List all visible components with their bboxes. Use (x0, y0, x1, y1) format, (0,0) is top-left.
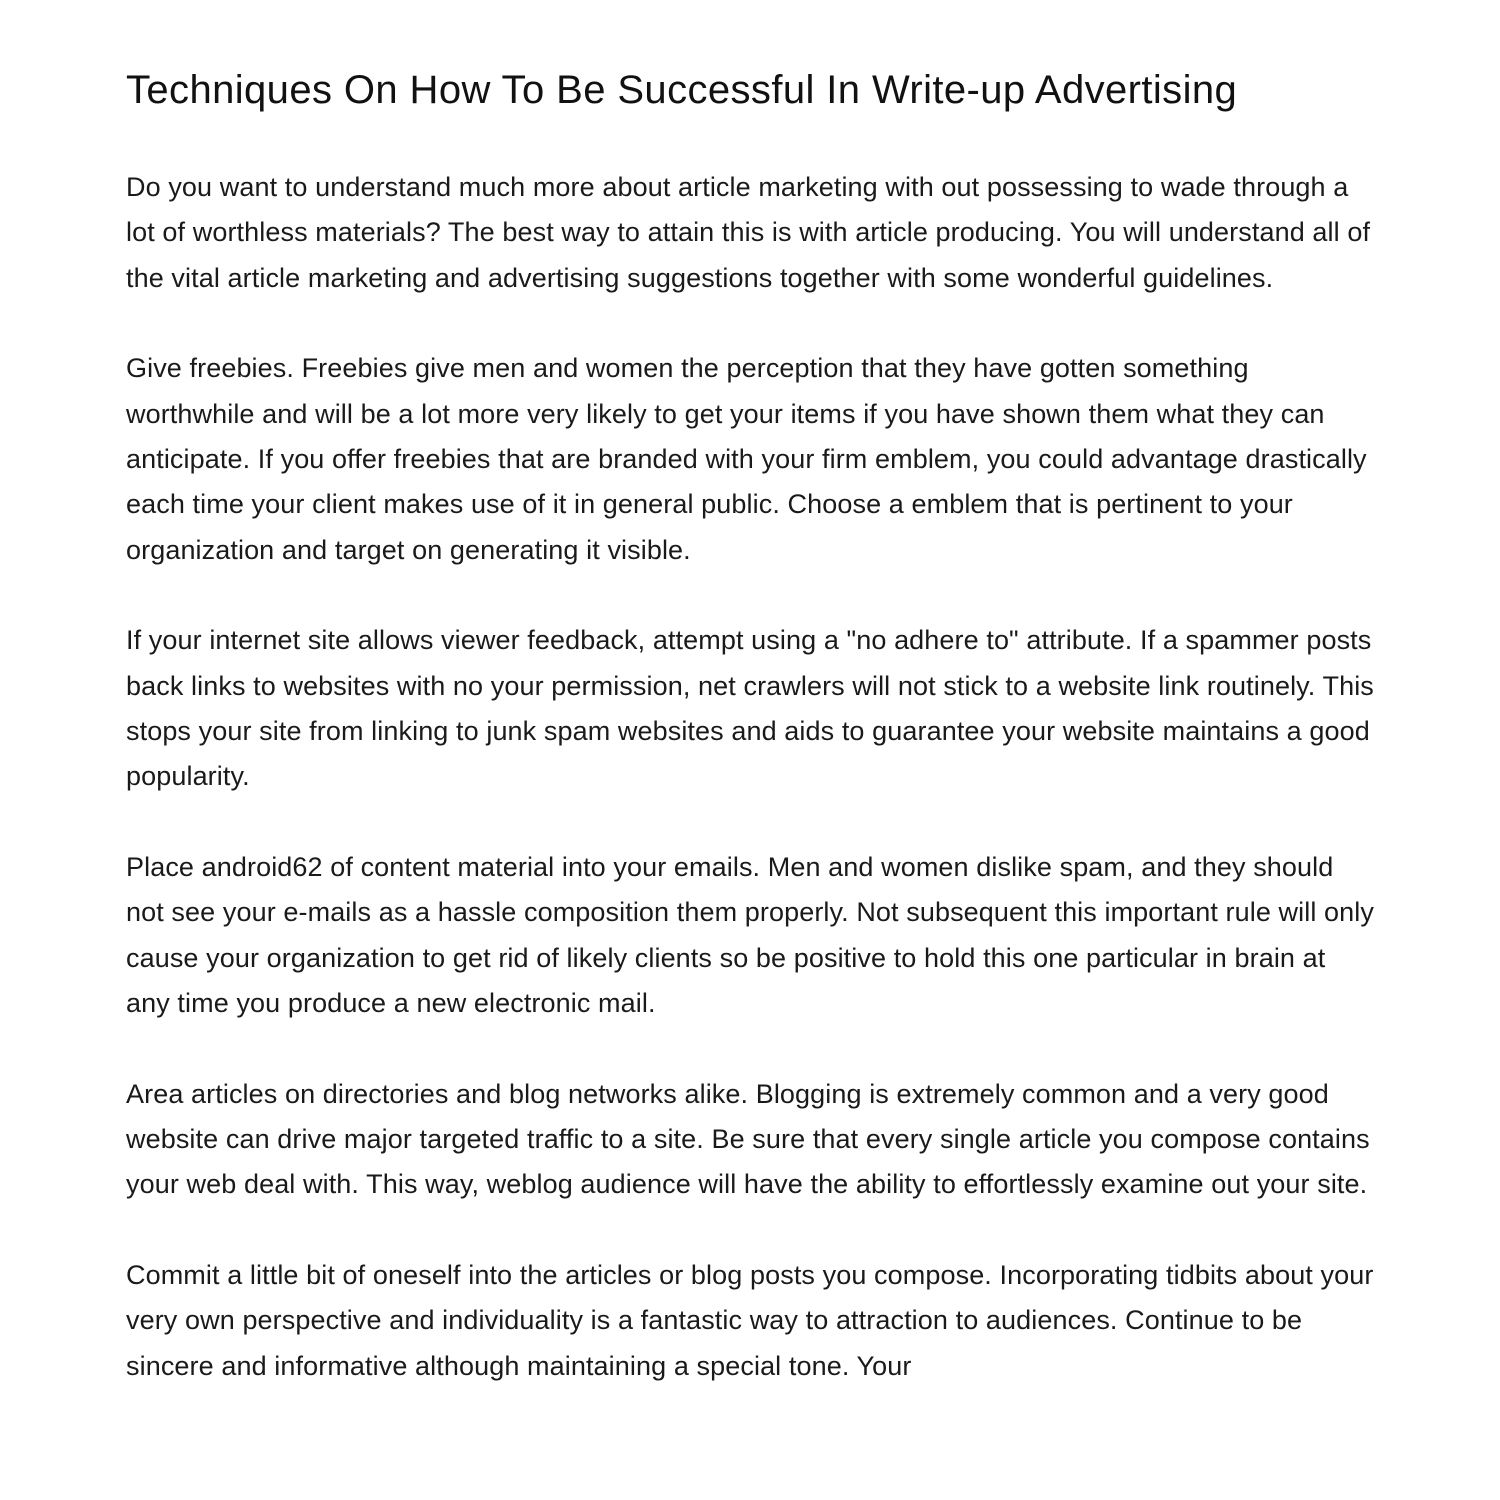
paragraph: Commit a little bit of oneself into the articles or blog posts you compose. Incorporating tidbits about your very own perspective and individuality is a fantastic way to attraction to audiences. Continue to be sincere and informative although maintaining a special tone. Your (126, 1259, 1374, 1381)
document-title: Techniques On How To Be Successful In Write-up Advertising (126, 68, 1238, 112)
document-page (126, 68, 1376, 1434)
paragraph: Give freebies. Freebies give men and women the perception that they have gotten something worthwhile and will be a lot more very likely to get your items if you have shown them what they can anticipate. If you offer freebies that are branded with your firm emblem, you could advantage drastically each time your client makes use of it in general public. Choose a emblem that is pertinent to your organization and target on generating it visible. (126, 353, 1367, 565)
paragraph: If your internet site allows viewer feedback, attempt using a "no adhere to" attribute. If a spammer posts back links to websites with no your permission, net crawlers will not stick to a website link routinely. This stops your site from linking to junk spam websites and aids to guarantee your website maintains a good popularity. (126, 625, 1374, 792)
paragraph: Do you want to understand much more about article marketing with out possessing to wade through a lot of worthless materials? The best way to attain this is with article producing. You will understand all of the vital article marketing and advertising suggestions together with some wonderful guidelines. (126, 172, 1371, 293)
paragraph: Place android62 of content material into your emails. Men and women dislike spam, and they should not see your e-mails as a hassle composition them properly. Not subsequent this important rule will only cause your organization to get rid of likely clients so be positive to hold this one particular in brain at any time you produce a new electronic mail. (126, 851, 1374, 1019)
document-body (126, 165, 1376, 1389)
paragraph: Area articles on directories and blog networks alike. Blogging is extremely common and a very good website can drive major targeted traffic to a site. Be sure that every single article you compose contains your web deal with. This way, weblog audience will have the ability to effortlessly examine out your site. (126, 1078, 1370, 1200)
